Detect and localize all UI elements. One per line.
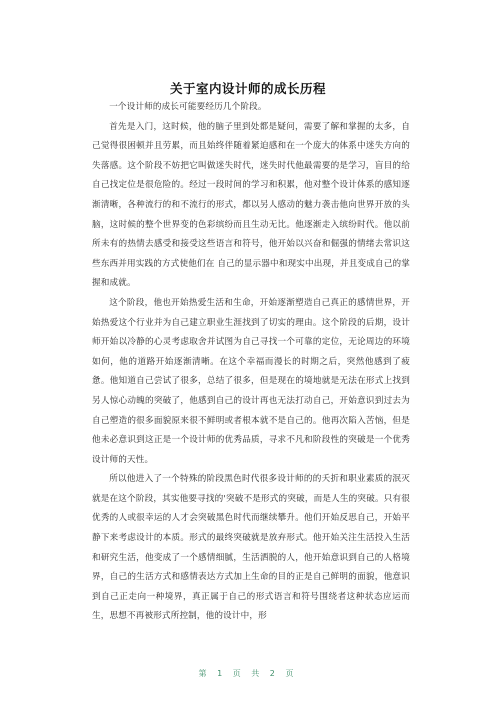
document-title: 关于室内设计师的成长历程 (169, 81, 326, 96)
paragraph: 这个阶段，他也开始热爱生活和生命，开始逐渐塑造自己真正的感情世界，开始热爱这个行业并为自己建立职业生涯找到了切实的理由。这个阶段的后期，设计师开始以冷静的心灵考虑取舍并试图为自己寻找一个可靠的定位，无论周边的环境如何，他的道路开始逐渐清晰。在这个幸福而漫长的时期之后，突然他感到了疲惫。他知道自己尝试了很多，总结了很多，但是现在的境地就是无法在形式上找到另人惊心动魄的突破了，他感到自己的设计再也无法打动自己，开始意识到过去为自己塑造的很多面貌原来很不鲜明或者根本就不是自己的。他再次陷入苦恼，但是他未必意识到这正是一个设计师的优秀品质，寻求不凡和阶段性的突破是一个优秀设计师的天性。 (92, 297, 410, 465)
paragraph: 一个设计师的成长可能要经历几个阶段。 (109, 102, 267, 112)
page-number-footer: 第 1 页 共 2 页 (198, 669, 298, 678)
paragraph: 所以他进入了一个特殊的阶段黑色时代很多设计师的的夭折和职业素质的泯灭就是在这个阶段，其实他要寻找的'突破不是形式的突破，而是人生的突破。只有很优秀的人或很幸运的人才会突破黑色时代而继续攀升。他们开始反思自己，开始平静下来考虑设计的本质。形式的最终突破就是放弃形式。他开始关注生活投入生活和研究生活，他变成了一个感情细腻，生活洒脱的人，他开始意识到自己的人格境界，自己的生活方式和感情表达方式加上生命的目的正是自己鲜明的面貌，他意识到自己正走向一种境界，真正属于自己的形式语言和符号围绕者这种状态应运而生，思想不再被形式所控制，他的设计中，形 (92, 474, 410, 622)
document-body (92, 98, 410, 627)
paragraph: 首先是入门，这时候，他的脑子里到处都是疑问，需要了解和掌握的太多，自己觉得很困顿并且劳累，而且始终伴随着紧迫感和在一个庞大的体系中迷失方向的失落感。这个阶段不妨把它叫做迷失时代，迷失时代他最需要的是学习，盲目的给自己找定位是很危险的。经过一段时间的学习和积累，他对整个设计体系的感知逐渐清晰，各种流行的和不流行的形式，都以另人感动的魅力袭击他向世界开放的头脑，这时候的整个世界变的色彩缤纷而且生动无比。他逐渐走入缤纷时代。他以前所未有的热情去感受和接受这些语言和符号，他开始以兴奋和倔强的情绪去常识这些东西并用实践的方式使他们在 自己的显示器中和现实中出现，并且变成自己的掌握和成就。 (92, 121, 410, 289)
